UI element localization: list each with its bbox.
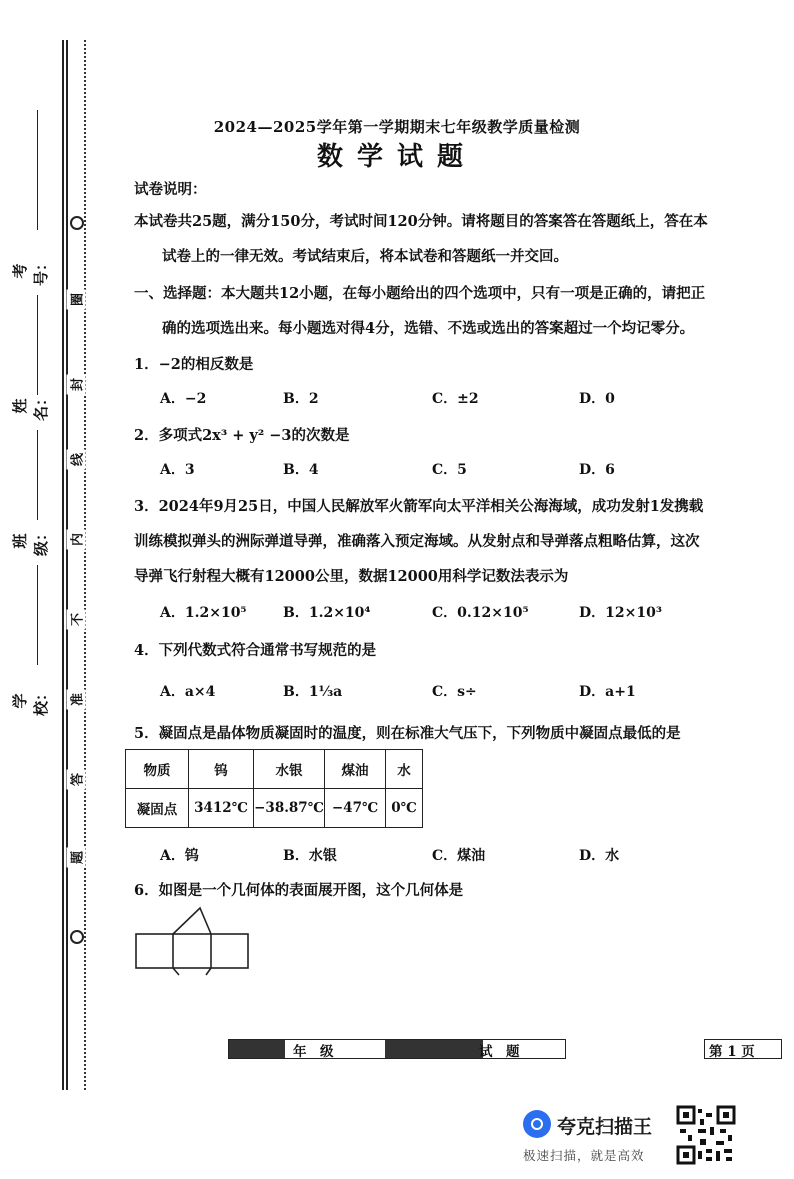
option-b: B．1⅓a: [283, 684, 343, 700]
option-a: A．−2: [160, 391, 207, 407]
page-number: 第 1 页: [704, 1039, 782, 1059]
net-rectangles: [136, 934, 248, 968]
field-label-class: 班级：: [11, 526, 50, 557]
brand-slogan: 极速扫描，就是高效: [523, 1148, 645, 1163]
binding-line-inner: [66, 40, 68, 1090]
option-a: A．3: [160, 462, 195, 478]
option-a: A．1.2×10⁵: [160, 605, 247, 621]
question-5-stem: 5．凝固点是晶体物质凝固时的温度，则在标准大气压下，下列物质中凝固点最低的是: [134, 725, 681, 742]
seal-char: 封: [67, 375, 86, 395]
footer-subject-label: 试 题: [479, 1044, 520, 1060]
option-d: D．12×10³: [579, 605, 662, 621]
seal-circle-bottom: [70, 930, 84, 944]
seal-char: 内: [67, 530, 86, 550]
quark-scan-logo-icon: [523, 1110, 551, 1138]
question-3-stem: 3．2024年9月25日，中国人民解放军火箭军向太平洋相关公海海域，成功发射1发携载: [134, 498, 704, 515]
footer-redacted: [385, 1040, 483, 1058]
exam-heading: 2024—2025学年第一学期期末七年级教学质量检测: [213, 118, 581, 136]
seal-char: 线: [67, 450, 86, 470]
option-c: C．±2: [432, 391, 479, 407]
question-1-stem: 1．−2的相反数是: [134, 356, 254, 373]
footer-redacted: [229, 1040, 285, 1058]
option-d: D．水: [579, 848, 620, 864]
seal-circle-top: [70, 216, 84, 230]
instructions-line: 试卷上的一律无效。考试结束后，将本试卷和答题纸一并交回。: [162, 248, 568, 265]
table-cell: 物质: [126, 750, 189, 789]
option-b: B．2: [283, 391, 319, 407]
net-top-triangle: [173, 908, 211, 934]
table-cell: 3412℃: [189, 789, 254, 828]
seal-char: 题: [67, 848, 86, 868]
footer-grade-subject-box: [228, 1039, 566, 1059]
field-label-school: 学校：: [11, 686, 50, 717]
table-cell: 凝固点: [126, 789, 189, 828]
question-2-stem: 2．多项式2x³ + y² −3的次数是: [134, 427, 350, 444]
question-4-stem: 4．下列代数式符合通常书写规范的是: [134, 642, 377, 659]
option-d: D．a+1: [579, 684, 636, 700]
section-heading: 确的选项选出来。每小题选对得4分，选错、不选或选出的答案超过一个均记零分。: [162, 320, 695, 337]
option-a: A．a×4: [160, 684, 216, 700]
table-cell: −47℃: [325, 789, 386, 828]
prism-net-figure: [130, 904, 255, 976]
question-6-stem: 6．如图是一个几何体的表面展开图，这个几何体是: [134, 882, 464, 899]
freezing-point-table: [125, 749, 423, 828]
subject-title: 数学试题: [316, 142, 477, 172]
option-b: B．4: [283, 462, 319, 478]
table-header-row: [126, 750, 423, 789]
option-d: D．0: [579, 391, 615, 407]
option-a: A．钨: [160, 848, 199, 864]
qr-code-icon: [676, 1105, 736, 1165]
option-c: C．5: [432, 462, 467, 478]
seal-char: 圈: [67, 290, 86, 310]
field-label-name: 姓名：: [11, 391, 50, 422]
option-c: C．s÷: [432, 684, 477, 700]
option-c: C．0.12×10⁵: [432, 605, 529, 621]
binding-line-outer: [62, 40, 64, 1090]
table-cell: 水: [386, 750, 423, 789]
instructions-line: 本试卷共25题，满分150分，考试时间120分钟。请将题目的答案答在答题纸上，答在本: [134, 213, 708, 230]
table-cell: 水银: [254, 750, 325, 789]
field-label-exam-number: 考号：: [11, 256, 50, 287]
seal-char: 准: [67, 690, 86, 710]
table-cell: 煤油: [325, 750, 386, 789]
section-heading: 一、选择题：本大题共12小题，在每小题给出的四个选项中，只有一项是正确的，请把正: [134, 285, 706, 302]
net-bottom-triangle-left: [173, 968, 179, 975]
footer-grade-label: 年 级: [293, 1044, 334, 1060]
seal-char: 不: [67, 610, 86, 630]
table-cell: 0℃: [386, 789, 423, 828]
table-cell: 钨: [189, 750, 254, 789]
table-cell: −38.87℃: [254, 789, 325, 828]
option-b: B．水银: [283, 848, 337, 864]
seal-char: 答: [67, 770, 86, 790]
table-row: [126, 789, 423, 828]
option-d: D．6: [579, 462, 615, 478]
net-bottom-triangle-right: [206, 968, 211, 975]
question-3-stem: 导弹飞行射程大概有12000公里，数据12000用科学记数法表示为: [134, 568, 569, 585]
brand-name: 夸克扫描王: [557, 1116, 653, 1138]
instructions-label: 试卷说明：: [134, 181, 207, 198]
option-c: C．煤油: [432, 848, 486, 864]
option-b: B．1.2×10⁴: [283, 605, 371, 621]
question-3-stem: 训练模拟弹头的洲际弹道导弹，准确落入预定海域。从发射点和导弹落点粗略估算，这次: [134, 533, 700, 550]
seal-dotted-line: [84, 40, 86, 1090]
